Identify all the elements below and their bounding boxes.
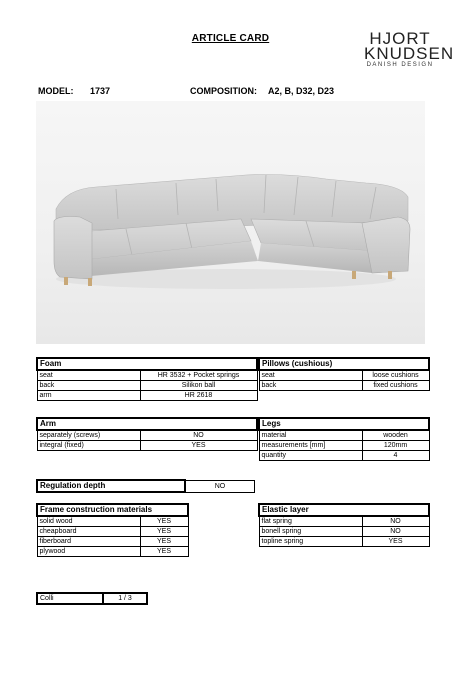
composition-value: A2, B, D32, D23 (268, 86, 335, 96)
frame-title: Frame construction materials (37, 504, 188, 516)
page-title: ARTICLE CARD (191, 33, 270, 44)
elastic-row-label: flat spring (259, 516, 362, 527)
sofa-photo (36, 101, 425, 344)
elastic-row-value: NO (362, 527, 429, 537)
logo-line-2: KNUDSEN (364, 44, 455, 63)
foam-title: Foam (37, 358, 257, 370)
model-value: 1737 (90, 86, 111, 96)
legs-row-value: 4 (362, 451, 429, 461)
legs-row-label: quantity (259, 451, 362, 461)
regulation-table (36, 479, 255, 493)
logo-tagline: DANISH DESIGN (366, 62, 434, 68)
elastic-row-value: YES (362, 537, 429, 547)
composition-label: COMPOSITION: (190, 86, 257, 96)
foam-row-value: HR 2618 (140, 391, 257, 401)
pillows-table (258, 357, 430, 391)
frame-row-value: YES (140, 547, 188, 557)
frame-table (36, 503, 189, 557)
corner-sofa-illustration (36, 101, 425, 344)
pillows-row-label: seat (259, 370, 362, 381)
arm-table (36, 417, 258, 451)
colli-value: 1 / 3 (103, 593, 147, 604)
frame-row-label: cheapboard (37, 527, 140, 537)
colli-table (36, 592, 148, 605)
frame-row-value: YES (140, 537, 188, 547)
frame-row-value: YES (140, 516, 188, 527)
arm-row-label: separately (screws) (37, 430, 140, 441)
legs-title: Legs (259, 418, 429, 430)
logo-line-1: HJORT (369, 29, 431, 48)
colli-label: Colli (37, 593, 103, 604)
pillows-row-label: back (259, 381, 362, 391)
legs-row-value: 120mm (362, 441, 429, 451)
elastic-row-value: NO (362, 516, 429, 527)
foam-row-label: back (37, 381, 140, 391)
regulation-label: Regulation depth (37, 480, 185, 492)
frame-row-label: plywood (37, 547, 140, 557)
elastic-row-label: bonell spring (259, 527, 362, 537)
frame-row-label: solid wood (37, 516, 140, 527)
foam-row-label: arm (37, 391, 140, 401)
arm-title: Arm (37, 418, 257, 430)
brand-logo (364, 29, 455, 68)
foam-table (36, 357, 263, 401)
foam-row-label: seat (37, 370, 140, 381)
arm-row-value: YES (140, 441, 257, 451)
legs-row-label: measurements [mm] (259, 441, 362, 451)
elastic-row-label: topline spring (259, 537, 362, 547)
elastic-table (258, 503, 430, 547)
elastic-title: Elastic layer (259, 504, 429, 516)
arm-row-value: NO (140, 430, 257, 441)
legs-row-label: material (259, 430, 362, 441)
frame-row-label: fiberboard (37, 537, 140, 547)
regulation-value: NO (185, 480, 255, 492)
foam-row-value: HR 3532 + Pocket springs (140, 370, 257, 381)
legs-table (258, 417, 430, 461)
arm-row-label: integral (fixed) (37, 441, 140, 451)
foam-row-value: Silikon ball (140, 381, 257, 391)
pillows-row-value: fixed cushions (362, 381, 429, 391)
pillows-title: Pillows (cushious) (259, 358, 429, 370)
legs-row-value: wooden (362, 430, 429, 441)
pillows-row-value: loose cushions (362, 370, 429, 381)
model-label: MODEL: (38, 86, 74, 96)
frame-row-value: YES (140, 527, 188, 537)
